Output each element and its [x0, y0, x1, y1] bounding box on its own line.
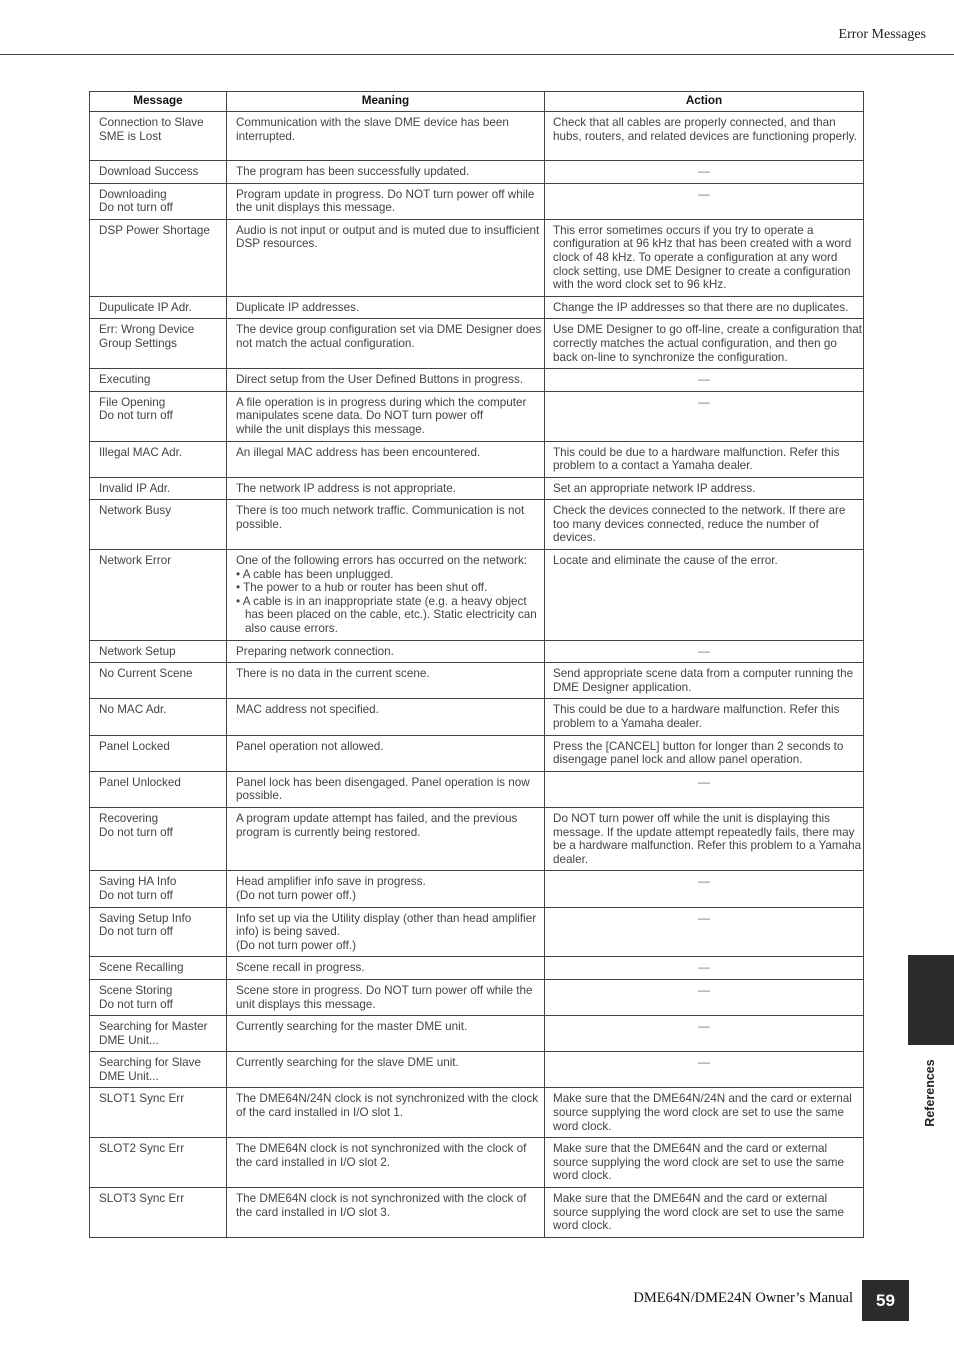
meaning-text: The DME64N clock is not synchronized with the clock of the card installed in I/O slot 2. — [236, 1142, 527, 1169]
cell-message: Searching for Master DME Unit... — [90, 1016, 227, 1052]
cell-message: No Current Scene — [90, 663, 227, 699]
cell-meaning — [227, 663, 545, 699]
meaning-text: A program update attempt has failed, and the previous program is currently being restored. — [236, 811, 518, 839]
header-rule — [0, 54, 954, 55]
list-item: • A cable has been unplugged. — [236, 568, 544, 582]
cell-meaning — [227, 183, 545, 219]
table-row — [90, 296, 864, 319]
cell-message: Saving HA Info Do not turn off — [90, 871, 227, 907]
cell-meaning — [227, 1052, 545, 1088]
meaning-text: Scene recall in progress. — [236, 961, 365, 975]
cell-action: Press the [CANCEL] button for longer than 2 seconds to disengage panel lock and allow panel operation. — [545, 735, 864, 771]
cell-message: File Opening Do not turn off — [90, 391, 227, 441]
cell-message: Scene Recalling — [90, 957, 227, 980]
meaning-text: There is no data in the current scene. — [236, 667, 430, 681]
cell-meaning — [227, 699, 545, 735]
meaning-text: Direct setup from the User Defined Buttons in progress. — [236, 373, 524, 387]
cell-message: SLOT1 Sync Err — [90, 1088, 227, 1138]
cell-message: Network Busy — [90, 500, 227, 550]
cell-action: — — [545, 1016, 864, 1052]
side-tab — [915, 1048, 945, 1138]
cell-message: Downloading Do not turn off — [90, 183, 227, 219]
meaning-text: Communication with the slave DME device has been interrupted. — [236, 116, 509, 143]
cell-meaning — [227, 1188, 545, 1238]
table-row — [90, 1088, 864, 1138]
cell-message: Network Error — [90, 550, 227, 641]
meaning-text: Currently searching for the master DME unit. — [236, 1020, 468, 1034]
cell-meaning — [227, 979, 545, 1015]
cell-meaning — [227, 1088, 545, 1138]
cell-meaning — [227, 957, 545, 980]
meaning-text: Panel operation not allowed. — [236, 739, 384, 753]
cell-message: DSP Power Shortage — [90, 219, 227, 296]
table-row — [90, 183, 864, 219]
cell-message: SLOT3 Sync Err — [90, 1188, 227, 1238]
list-item: • A cable is in an inappropriate state (e.g. a heavy object has been placed on the cable, etc.). Static electricity can also cause errors. — [236, 595, 544, 636]
table-row — [90, 871, 864, 907]
meaning-text: Head amplifier info save in progress. (Do not turn power off.) — [236, 875, 426, 902]
table-header-row — [90, 92, 864, 112]
cell-action: — — [545, 871, 864, 907]
meaning-text: Info set up via the Utility display (other than head amplifier info) is being saved. (Do not turn power off.) — [236, 911, 537, 952]
cell-meaning — [227, 369, 545, 392]
meaning-text: Panel lock has been disengaged. Panel operation is now possible. — [236, 775, 530, 803]
cell-action: Make sure that the DME64N and the card or external source supplying the word clock are set to use the same word clock. — [545, 1188, 864, 1238]
cell-meaning — [227, 1016, 545, 1052]
cell-message: Invalid IP Adr. — [90, 477, 227, 500]
table-row — [90, 979, 864, 1015]
cell-action: Use DME Designer to go off-line, create a configuration that correctly matches the actual configuration, and then go back on-line to synchronize the configuration. — [545, 319, 864, 369]
cell-action: Check the devices connected to the network. If there are too many devices connected, reduce the number of devices. — [545, 500, 864, 550]
meaning-text: One of the following errors has occurred on the network: — [236, 554, 528, 568]
table-row — [90, 441, 864, 477]
meaning-text: The program has been successfully updated. — [236, 165, 470, 178]
cell-meaning — [227, 807, 545, 870]
table-row — [90, 550, 864, 641]
page-number: 59 — [862, 1280, 909, 1321]
meaning-text: There is too much network traffic. Communication is not possible. — [236, 504, 525, 531]
side-tab-label: References — [923, 1059, 937, 1127]
cell-action: This could be due to a hardware malfunction. Refer this problem to a Yamaha dealer. — [545, 699, 864, 735]
meaning-text: The network IP address is not appropriate. — [236, 481, 457, 495]
cell-message: Err: Wrong Device Group Settings — [90, 319, 227, 369]
cell-message: Illegal MAC Adr. — [90, 441, 227, 477]
cell-action: Change the IP addresses so that there are no duplicates. — [545, 296, 864, 319]
cell-meaning — [227, 441, 545, 477]
cell-message: Download Success — [90, 161, 227, 184]
cell-message: Saving Setup Info Do not turn off — [90, 907, 227, 957]
cell-message: Panel Locked — [90, 735, 227, 771]
cell-meaning — [227, 161, 545, 184]
cell-message: Executing — [90, 369, 227, 392]
column-header-message: Message — [90, 92, 227, 112]
cell-action: — — [545, 369, 864, 392]
cell-action: Make sure that the DME64N/24N and the card or external source supplying the word clock are set to use the same word clock. — [545, 1088, 864, 1138]
table-row — [90, 219, 864, 296]
table-row — [90, 957, 864, 980]
cell-action: — — [545, 391, 864, 441]
table-body — [90, 112, 864, 1238]
meaning-text: The DME64N clock is not synchronized with the clock of the card installed in I/O slot 3. — [236, 1192, 527, 1219]
cell-meaning — [227, 391, 545, 441]
cell-meaning — [227, 640, 545, 663]
table-row — [90, 161, 864, 184]
table-row — [90, 663, 864, 699]
meaning-text: Scene store in progress. Do NOT turn power off while the unit displays this message. — [236, 983, 533, 1011]
cell-meaning — [227, 500, 545, 550]
table-row — [90, 1016, 864, 1052]
meaning-text: An illegal MAC address has been encountered. — [236, 445, 481, 459]
cell-action: Locate and eliminate the cause of the error. — [545, 550, 864, 641]
table-row — [90, 112, 864, 161]
meaning-text: MAC address not specified. — [236, 703, 379, 717]
table-row — [90, 807, 864, 870]
meaning-text: The device group configuration set via DME Designer does not match the actual configuration. — [236, 323, 542, 350]
meaning-text: Preparing network connection. — [236, 644, 394, 658]
cell-action: — — [545, 183, 864, 219]
table-row — [90, 640, 864, 663]
cell-meaning — [227, 1138, 545, 1188]
meaning-bullet-list — [236, 568, 544, 636]
table-row — [90, 907, 864, 957]
meaning-text: Currently searching for the slave DME unit. — [236, 1056, 459, 1070]
cell-message: Searching for Slave DME Unit... — [90, 1052, 227, 1088]
table-row — [90, 391, 864, 441]
manual-title: DME64N/DME24N Owner’s Manual — [633, 1290, 853, 1306]
cell-meaning — [227, 907, 545, 957]
table-row — [90, 1052, 864, 1088]
side-tab-marker — [908, 955, 954, 1045]
table-row — [90, 1188, 864, 1238]
table-row — [90, 771, 864, 807]
cell-meaning — [227, 871, 545, 907]
cell-meaning — [227, 319, 545, 369]
cell-action: Send appropriate scene data from a computer running the DME Designer application. — [545, 663, 864, 699]
cell-message: SLOT2 Sync Err — [90, 1138, 227, 1188]
meaning-text: Program update in progress. Do NOT turn power off while the unit displays this message. — [236, 187, 535, 215]
meaning-text: A file operation is in progress during which the computer manipulates scene data. Do NOT turn power off while the unit displays this message. — [236, 395, 527, 436]
cell-action: Do NOT turn power off while the unit is displaying this message. If the update attempt repeatedly fails, there may be a hardware malfunction. Refer this problem to a Yamaha dealer. — [545, 807, 864, 870]
cell-meaning — [227, 296, 545, 319]
cell-action: This could be due to a hardware malfunction. Refer this problem to a contact a Yamaha dealer. — [545, 441, 864, 477]
cell-message: Panel Unlocked — [90, 771, 227, 807]
cell-meaning — [227, 550, 545, 641]
table-row — [90, 735, 864, 771]
cell-action: — — [545, 979, 864, 1015]
cell-action: — — [545, 161, 864, 184]
cell-action: This error sometimes occurs if you try to operate a configuration at 96 kHz that has been created with a word clock of 48 kHz. To operate a configuration at any word clock setting, use DME Designer to create a configuration with the word clock set to 96 kHz. — [545, 219, 864, 296]
cell-action: Set an appropriate network IP address. — [545, 477, 864, 500]
cell-meaning — [227, 477, 545, 500]
meaning-text: The DME64N/24N clock is not synchronized with the clock of the card installed in I/O slot 1. — [236, 1092, 539, 1120]
cell-message: Recovering Do not turn off — [90, 807, 227, 870]
cell-action: Make sure that the DME64N and the card or external source supplying the word clock are set to use the same word clock. — [545, 1138, 864, 1188]
cell-message: Connection to Slave SME is Lost — [90, 112, 227, 161]
error-messages-table — [89, 91, 864, 1238]
cell-meaning — [227, 112, 545, 161]
cell-meaning — [227, 219, 545, 296]
cell-message: Dupulicate IP Adr. — [90, 296, 227, 319]
table-row — [90, 369, 864, 392]
table-row — [90, 477, 864, 500]
cell-action: — — [545, 1052, 864, 1088]
cell-action: — — [545, 771, 864, 807]
cell-action: — — [545, 957, 864, 980]
meaning-text: Duplicate IP addresses. — [236, 300, 360, 314]
list-item: • The power to a hub or router has been shut off. — [236, 581, 544, 595]
cell-meaning — [227, 735, 545, 771]
table-row — [90, 319, 864, 369]
meaning-text: Audio is not input or output and is muted due to insufficient DSP resources. — [236, 223, 540, 251]
cell-message: Scene Storing Do not turn off — [90, 979, 227, 1015]
table-row — [90, 1138, 864, 1188]
table-row — [90, 699, 864, 735]
cell-message: No MAC Adr. — [90, 699, 227, 735]
section-title: Error Messages — [838, 27, 926, 42]
cell-action: — — [545, 640, 864, 663]
cell-message: Network Setup — [90, 640, 227, 663]
column-header-action: Action — [545, 92, 864, 112]
column-header-meaning: Meaning — [227, 92, 545, 112]
table-row — [90, 500, 864, 550]
cell-action: Check that all cables are properly connected, and than hubs, routers, and related devices are functioning properly. — [545, 112, 864, 161]
cell-action: — — [545, 907, 864, 957]
cell-meaning — [227, 771, 545, 807]
